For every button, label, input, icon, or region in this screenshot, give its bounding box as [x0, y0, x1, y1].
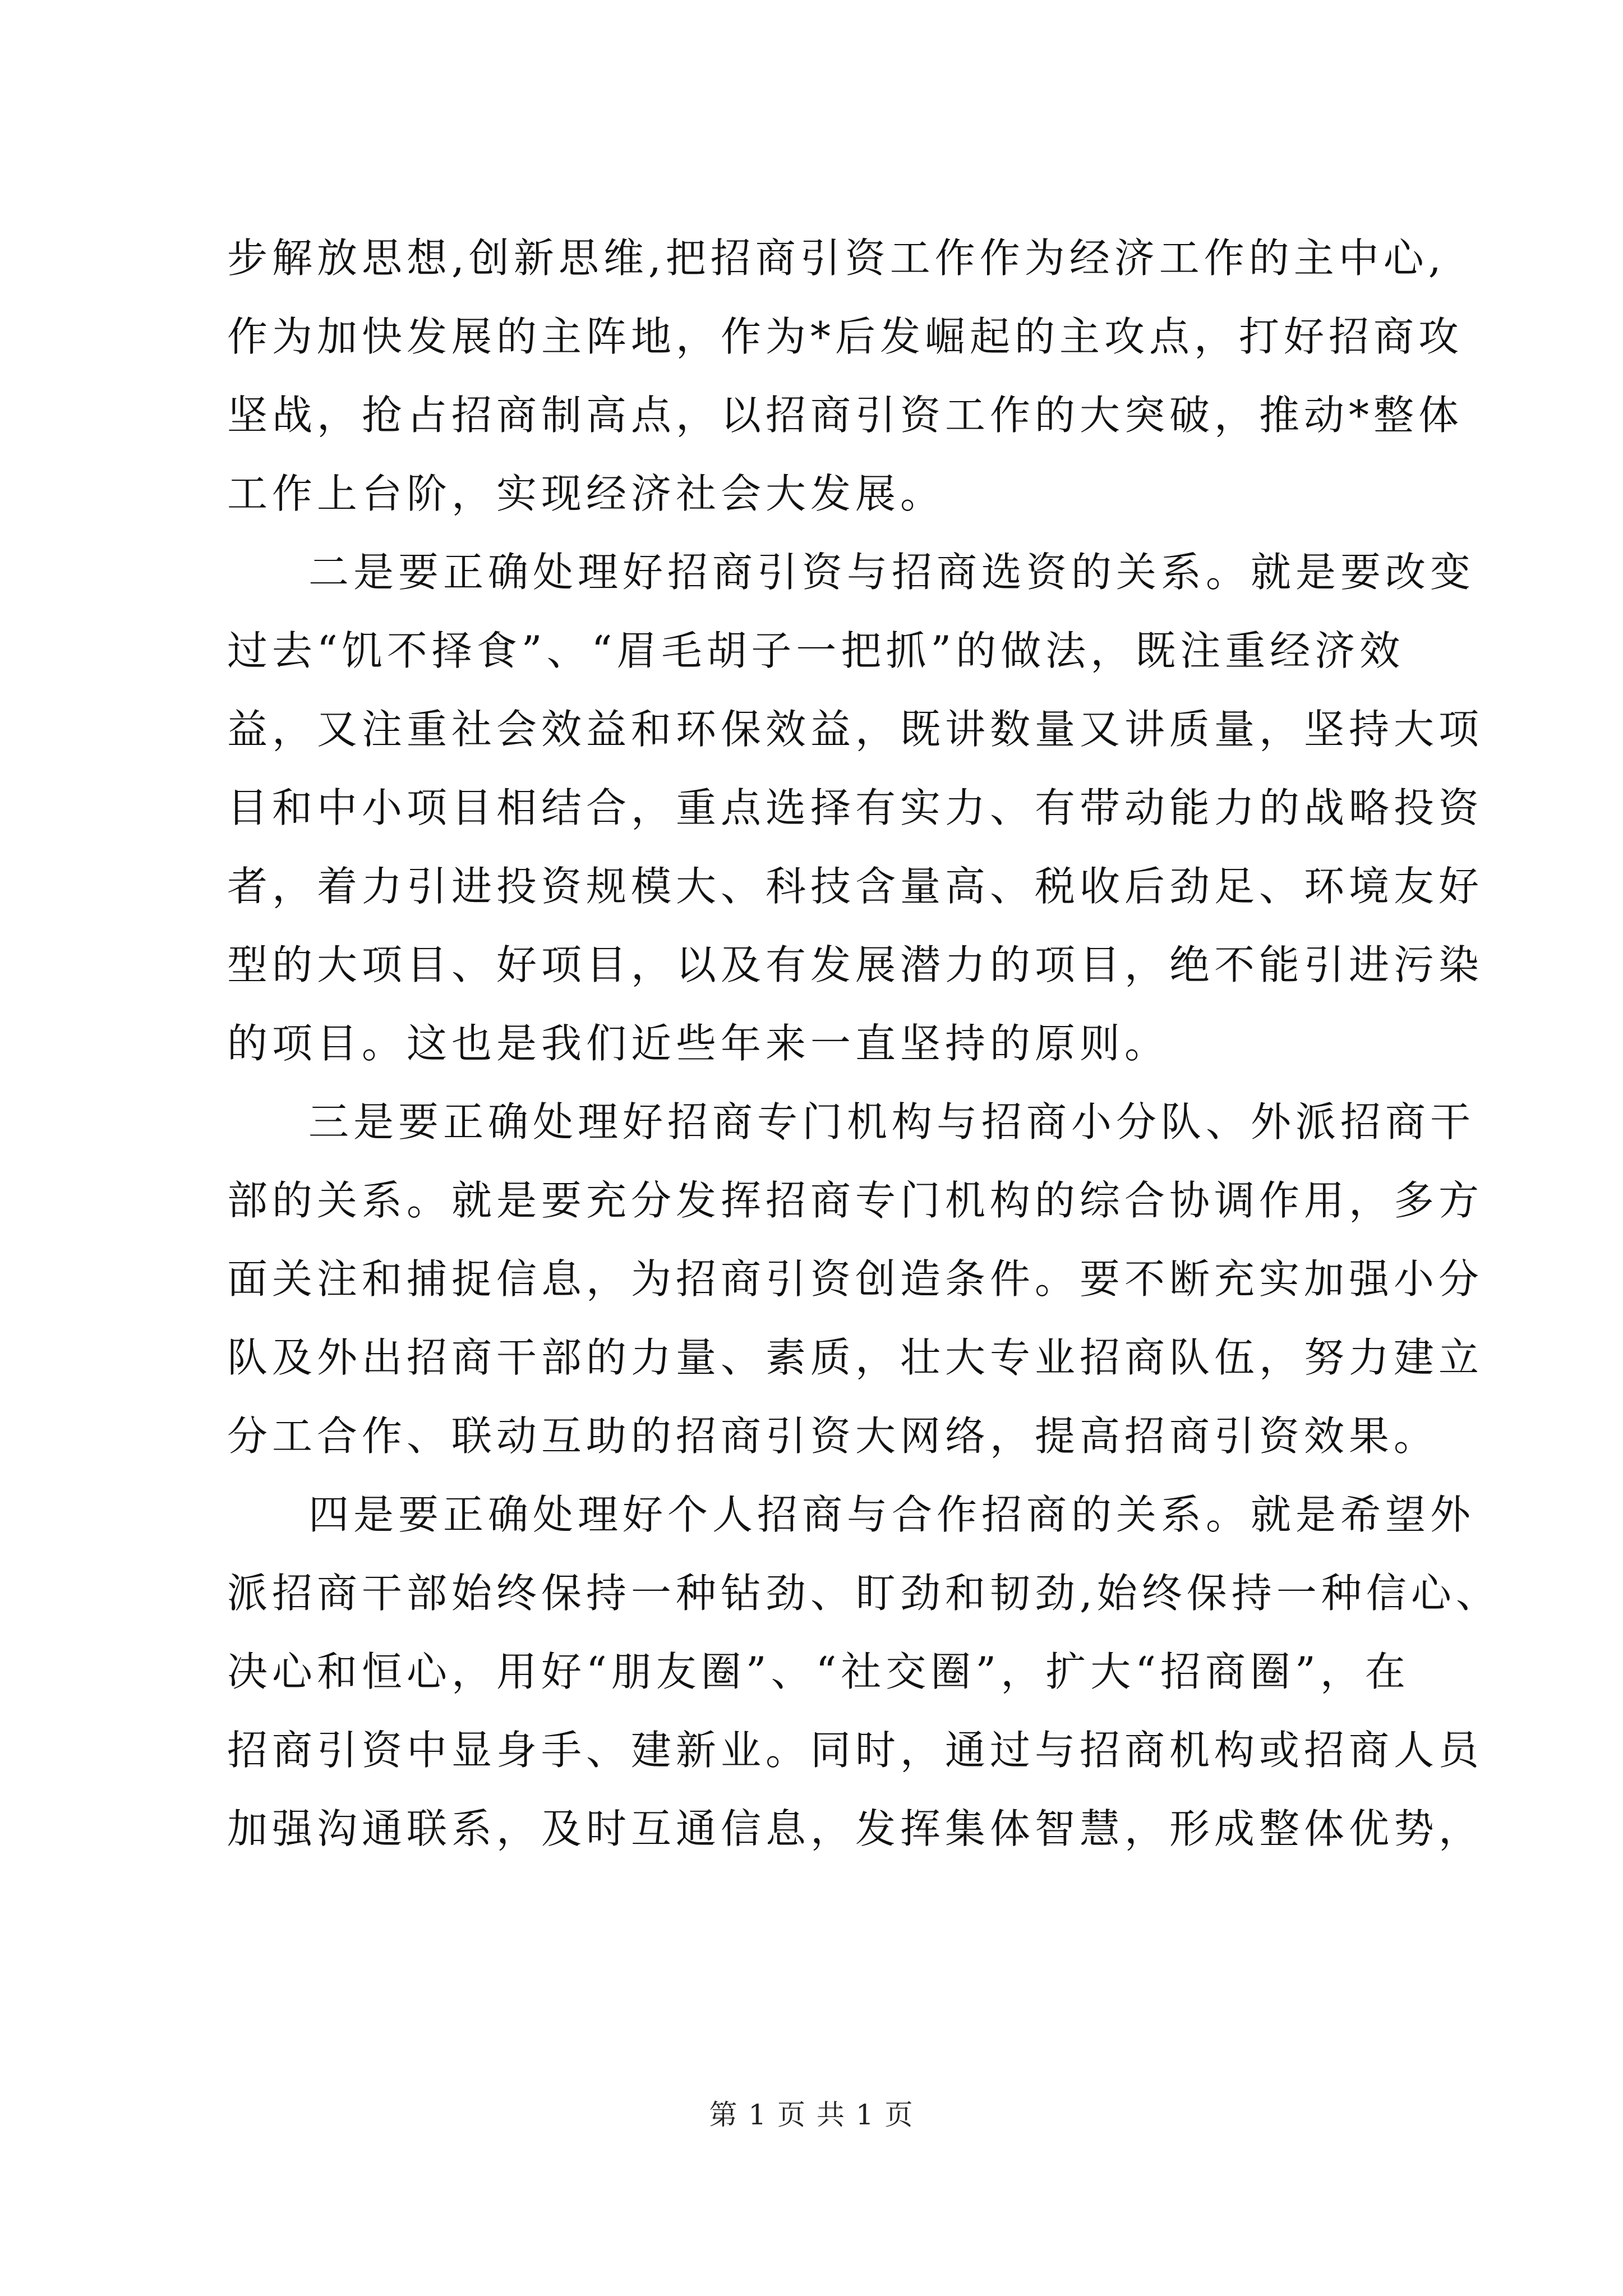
text-line: 队及外出招商干部的力量、素质，壮大专业招商队伍，努力建立 [227, 1334, 1484, 1381]
text-line: 型的大项目、好项目，以及有发展潜力的项目，绝不能引进污染 [227, 941, 1484, 988]
text-line: 决心和恒心，用好“朋友圈”、“社交圈”，扩大“招商圈”，在 [227, 1648, 1410, 1695]
text-line: 益，又注重社会效益和环保效益，既讲数量又讲质量，坚持大项 [227, 706, 1484, 753]
text-line: 作为加快发展的主阵地，作为*后发崛起的主攻点，打好招商攻 [227, 313, 1464, 360]
text-line: 的项目。这也是我们近些年来一直坚持的原则。 [227, 1020, 1170, 1067]
text-line: 者，着力引进投资规模大、科技含量高、税收后劲足、环境友好 [227, 863, 1484, 910]
text-line: 坚战，抢占招商制高点，以招商引资工作的大突破，推动*整体 [227, 392, 1464, 439]
paragraph-start-line: 三是要正确处理好招商专门机构与招商小分队、外派招商干 [308, 1098, 1476, 1145]
text-line: 步解放思想,创新思维,把招商引资工作作为经济工作的主中心, [227, 234, 1446, 282]
paragraph-start-line: 四是要正确处理好个人招商与合作招商的关系。就是希望外 [308, 1491, 1476, 1538]
text-line: 派招商干部始终保持一种钻劲、盯劲和韧劲,始终保持一种信心、 [227, 1570, 1501, 1617]
body-text [227, 219, 1501, 1868]
text-line: 过去“饥不择食”、“眉毛胡子一把抓”的做法，既注重经济效 [227, 627, 1405, 674]
paragraph-start-line: 二是要正确处理好招商引资与招商选资的关系。就是要改变 [308, 549, 1476, 596]
text-line: 部的关系。就是要充分发挥招商专门机构的综合协调作用，多方 [227, 1177, 1484, 1224]
text-line: 加强沟通联系，及时互通信息，发挥集体智慧，形成整体优势， [227, 1805, 1484, 1852]
page-number-footer: 第 1 页 共 1 页 [709, 2099, 914, 2131]
text-line: 目和中小项目相结合，重点选择有实力、有带动能力的战略投资 [227, 784, 1484, 831]
text-line: 面关注和捕捉信息，为招商引资创造条件。要不断充实加强小分 [227, 1255, 1484, 1303]
text-line: 工作上台阶，实现经济社会大发展。 [227, 470, 946, 517]
text-line: 招商引资中显身手、建新业。同时，通过与招商机构或招商人员 [227, 1727, 1484, 1774]
text-line: 分工合作、联动互助的招商引资大网络，提高招商引资效果。 [227, 1412, 1439, 1460]
